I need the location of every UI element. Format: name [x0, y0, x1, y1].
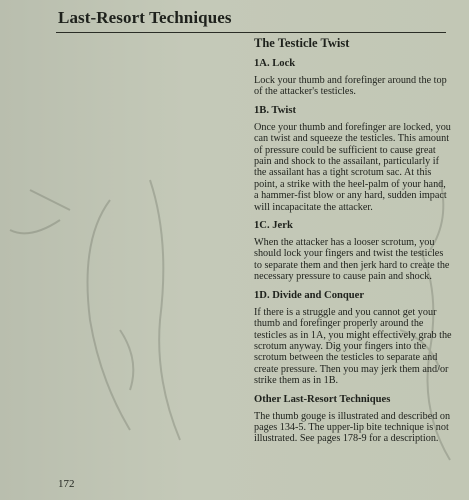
text-column — [254, 36, 452, 452]
article-title: The Testicle Twist — [254, 36, 350, 50]
section-body-1a: Lock your thumb and forefinger around the top of the attacker's testicles. — [254, 75, 447, 98]
chapter-header: Last-Resort Techniques — [58, 8, 232, 27]
section-body-1b: Once your thumb and forefinger are locked, you can twist and squeeze the testicles. This amount of pressure could be sufficient to cause great pain and shock to the assailant, particularly if the assailant has a tight scrotum sac. At this point, a strike with the heel-palm of your hand, a hammer-fist blow or any hard, sudden impact will incapacitate the attacker. — [254, 121, 451, 213]
section-heading-1d: 1D. Divide and Conquer — [254, 289, 365, 301]
section-body-1c: When the attacker has a looser scrotum, you should lock your fingers and twist the testicles to separate them and then jerk hard to create the necessary pressure to cause pain and shock. — [254, 237, 450, 283]
section-heading-other: Other Last-Resort Techniques — [254, 393, 391, 405]
section-heading-1b: 1B. Twist — [254, 104, 296, 116]
section-body-1d: If there is a struggle and you cannot get your thumb and forefinger properly around the testicles as in 1A, you might effectively grab the scrotum anyway. Dig your fingers into the scrotum between the testicles to separate and create pressure. Then you may jerk them and/or strike them as in 1B. — [254, 306, 452, 387]
header-rule — [56, 32, 446, 33]
page-number: 172 — [58, 478, 75, 490]
section-body-other: The thumb gouge is illustrated and described on pages 134-5. The upper-lip bite technique is not illustrated. See pages 178-9 for a description. — [254, 410, 451, 445]
section-heading-1c: 1C. Jerk — [254, 220, 293, 232]
section-heading-1a: 1A. Lock — [254, 58, 296, 69]
